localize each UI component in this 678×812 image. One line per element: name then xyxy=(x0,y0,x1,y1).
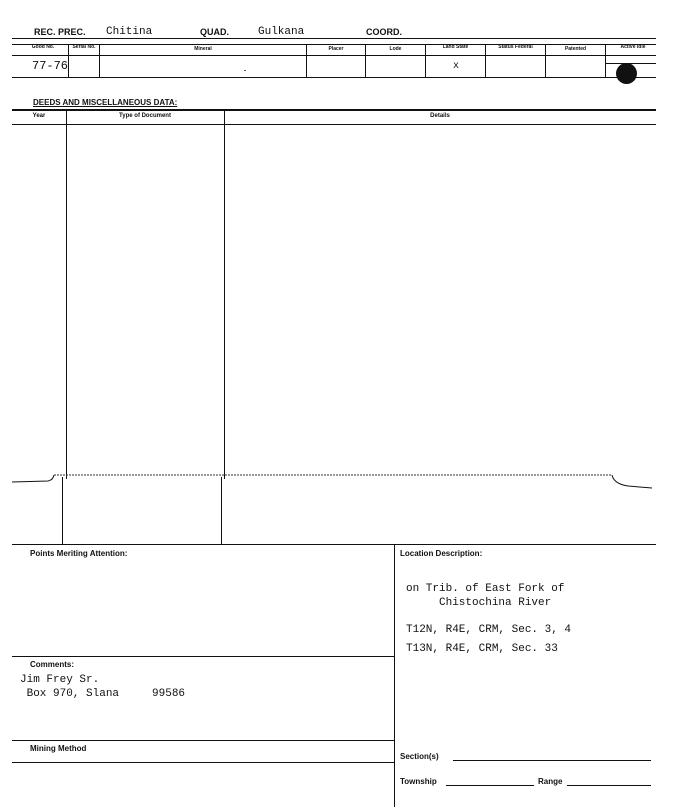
quad-label: QUAD. xyxy=(200,27,229,37)
stray-dot xyxy=(244,70,246,71)
mining-method-rule xyxy=(12,740,394,741)
col-placer: Placer xyxy=(328,46,344,52)
deeds-rule-top xyxy=(12,109,656,111)
deeds-title: DEEDS AND MISCELLANEOUS DATA: xyxy=(33,98,178,107)
quad-value[interactable]: Gulkana xyxy=(258,26,305,38)
good-no-value[interactable]: 77-76 xyxy=(32,59,69,73)
points-label: Points Meriting Attention: xyxy=(30,549,128,558)
legal-line-2[interactable]: T13N, R4E, CRM, Sec. 33 xyxy=(406,643,558,655)
section-line[interactable] xyxy=(453,760,651,761)
coord-label: COORD. xyxy=(366,27,402,37)
range-label: Range xyxy=(538,777,563,786)
range-line[interactable] xyxy=(567,785,651,786)
col-type-of-document: Type of Document xyxy=(119,113,171,119)
mining-method-area[interactable] xyxy=(12,763,392,803)
section-label: Section(s) xyxy=(400,752,439,761)
comments-line-2[interactable]: Box 970, Slana 99586 xyxy=(20,688,186,700)
page-fold-line xyxy=(0,468,678,498)
col-mineral: Mineral xyxy=(194,46,212,52)
status-table xyxy=(0,0,678,90)
land-state-mark[interactable]: x xyxy=(453,61,460,72)
col-land-state: Land State xyxy=(442,44,469,50)
legal-line-1[interactable]: T12N, R4E, CRM, Sec. 3, 4 xyxy=(406,624,572,636)
active-status-dot[interactable] xyxy=(616,63,637,84)
comments-label: Comments: xyxy=(30,660,75,669)
township-label: Township xyxy=(400,777,437,786)
mining-method-label: Mining Method xyxy=(30,744,87,753)
deeds-entry-area[interactable] xyxy=(0,125,656,475)
location-line-1[interactable]: on Trib. of East Fork of xyxy=(406,583,565,595)
comments-line-1[interactable]: Jim Frey Sr. xyxy=(20,674,100,686)
col-year: Year xyxy=(32,113,46,119)
col-patented: Patented xyxy=(564,46,587,52)
rec-prec-label: REC. PREC. xyxy=(34,27,86,37)
col-status-federal: Status Federal xyxy=(498,44,533,50)
col-good-no: Good No. xyxy=(31,44,55,50)
township-line[interactable] xyxy=(446,785,534,786)
col-serial-no: Serial No. xyxy=(72,44,96,50)
comments-rule xyxy=(12,656,394,657)
lower-center-divider xyxy=(394,545,395,807)
rec-prec-value[interactable]: Chitina xyxy=(106,26,153,38)
col-active-idle: Active Idle xyxy=(620,44,646,50)
location-line-2[interactable]: Chistochina River xyxy=(406,597,552,609)
deeds-divider-1b xyxy=(62,477,63,544)
col-details: Details xyxy=(430,113,450,119)
col-lode: Lode xyxy=(389,46,402,52)
lower-section-rule xyxy=(12,544,656,545)
deeds-divider-2b xyxy=(221,477,222,544)
points-text-area[interactable] xyxy=(12,560,392,655)
location-label: Location Description: xyxy=(400,549,483,558)
